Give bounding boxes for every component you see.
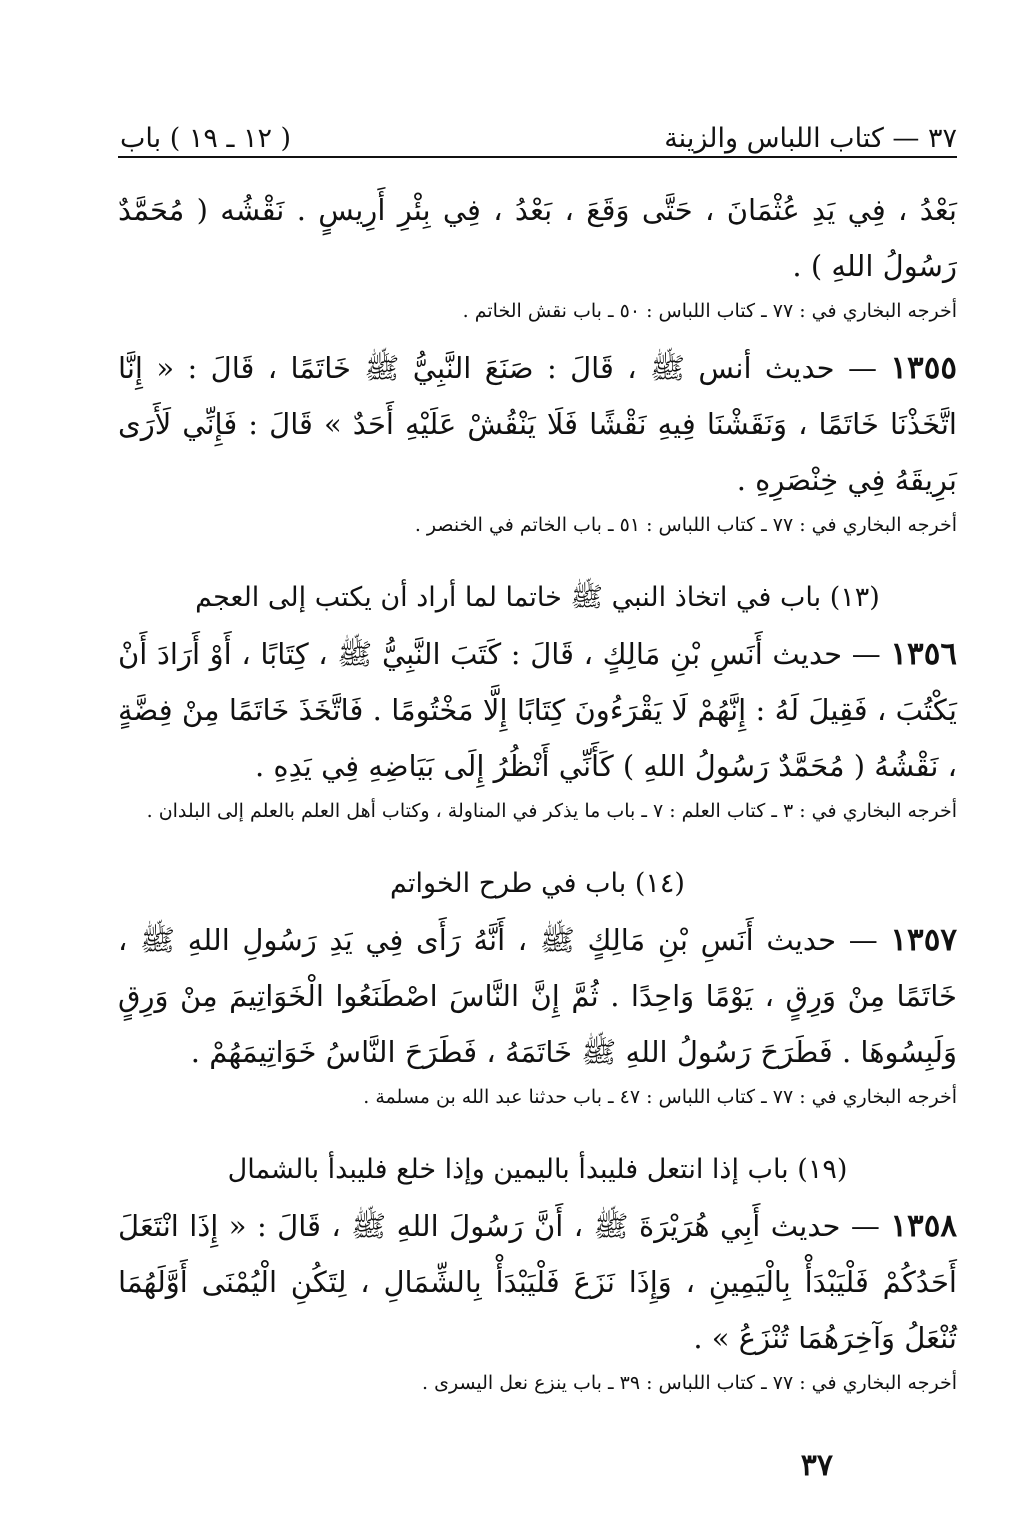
running-header (120, 112, 957, 154)
hadith-1357 (118, 912, 957, 1080)
reference: أخرجه البخاري في : ٧٧ ـ كتاب اللباس : ٣٩ ـ باب ينزع نعل اليسرى . (422, 1372, 957, 1394)
chapter-heading: (١٣) باب في اتخاذ النبي ﷺ خاتما لما أراد أن يكتب إلى العجم (195, 582, 880, 613)
hadith-text: — حديث أَبِي هُرَيْرَةَ ﷺ ، أَنَّ رَسُولَ اللهِ ﷺ ، قَالَ : « إِذَا انْتَعَلَ أَحَدُكُمْ فَلْيَبْدَأْ بِالْيَمِينِ ، وَإِذَا نَزَعَ فَلْيَبْدَأْ بِالشِّمَالِ ، لِتَكُنِ الْيُمْنَى أَوَّلَهُمَا تُنْعَلُ وَآخِرَهُمَا تُنْزَعُ » . (118, 1209, 957, 1355)
chapter-range: ( ١٢ ـ ١٩ ) باب (120, 123, 292, 154)
page-number: ٣٧ (800, 1448, 833, 1483)
hadith-text: بَعْدُ ، فِي يَدِ عُثْمَانَ ، حَتَّى وَقَعَ ، بَعْدُ ، فِي بِئْرِ أَرِيسٍ . نَقْشُه ( مُحَمَّدٌ رَسُولُ اللهِ ) . (118, 193, 957, 283)
hadith-number: ١٣٥٥ (890, 350, 958, 386)
hadith-text: — حديث أَنَسِ بْنِ مَالِكٍ ﷺ ، أَنَّهُ رَأَى فِي يَدِ رَسُولِ اللهِ ﷺ ، خَاتَمًا مِنْ وَرِقٍ ، يَوْمًا وَاحِدًا . ثُمَّ إِنَّ النَّاسَ اصْطَنَعُوا الْخَوَاتِيمَ مِنْ وَرِقٍ وَلَبِسُوهَا . فَطَرَحَ رَسُولُ اللهِ ﷺ خَاتَمَهُ ، فَطَرَحَ النَّاسُ خَوَاتِيمَهُمْ . (118, 923, 957, 1069)
hadith-text: — حديث أنس ﷺ ، قَالَ : صَنَعَ النَّبِيُّ ﷺ خَاتَمًا ، قَالَ : « إِنَّا اتَّخَذْنَا خَاتَمًا ، وَنَقَشْنَا فِيهِ نَقْشًا فَلَا يَنْقُشْ عَلَيْهِ أَحَدٌ » قَالَ : فَإِنِّي لَأَرَى بَرِيقَهُ فِي خِنْصَرِهِ . (118, 351, 957, 497)
page-body (118, 182, 957, 1412)
hadith-1355 (118, 340, 957, 508)
book-title: ٣٧ — كتاب اللباس والزينة (664, 123, 957, 154)
reference: أخرجه البخاري في : ٧٧ ـ كتاب اللباس : ٥٠ ـ باب نقش الخاتم . (462, 300, 957, 322)
hadith-text: — حديث أَنَسِ بْنِ مَالِكٍ ، قَالَ : كَتَبَ النَّبِيُّ ﷺ ، كِتَابًا ، أَوْ أَرَادَ أَنْ يَكْتُبَ ، فَقِيلَ لَهُ : إِنَّهُمْ لَا يَقْرَءُونَ كِتَابًا إِلَّا مَخْتُومًا . فَاتَّخَذَ خَاتَمًا مِنْ فِضَّةٍ ، نَقْشُهُ ( مُحَمَّدٌ رَسُولُ اللهِ ) كَأَنِّي أَنْظُرُ إِلَى بَيَاضِهِ فِي يَدِهِ . (118, 637, 957, 783)
chapter-heading: (١٩) باب إذا انتعل فليبدأ باليمين وإذا خلع فليبدأ بالشمال (227, 1154, 848, 1185)
hadith-number: ١٣٥٦ (890, 636, 957, 672)
reference: أخرجه البخاري في : ٧٧ ـ كتاب اللباس : ٥١ ـ باب الخاتم في الخنصر . (414, 514, 957, 536)
hadith-number: ١٣٥٧ (890, 922, 958, 958)
reference: أخرجه البخاري في : ٧٧ ـ كتاب اللباس : ٤٧ ـ باب حدثنا عبد الله بن مسلمة . (363, 1086, 957, 1108)
hadith-1358 (118, 1198, 957, 1366)
hadith-number: ١٣٥٨ (890, 1208, 957, 1244)
chapter-heading: (١٤) باب في طرح الخواتم (390, 868, 685, 899)
hadith-1356 (118, 626, 957, 794)
header-rule (118, 156, 957, 158)
reference: أخرجه البخاري في : ٣ ـ كتاب العلم : ٧ ـ باب ما يذكر في المناولة ، وكتاب أهل العلم بالعلم إلى البلدان . (146, 800, 957, 822)
